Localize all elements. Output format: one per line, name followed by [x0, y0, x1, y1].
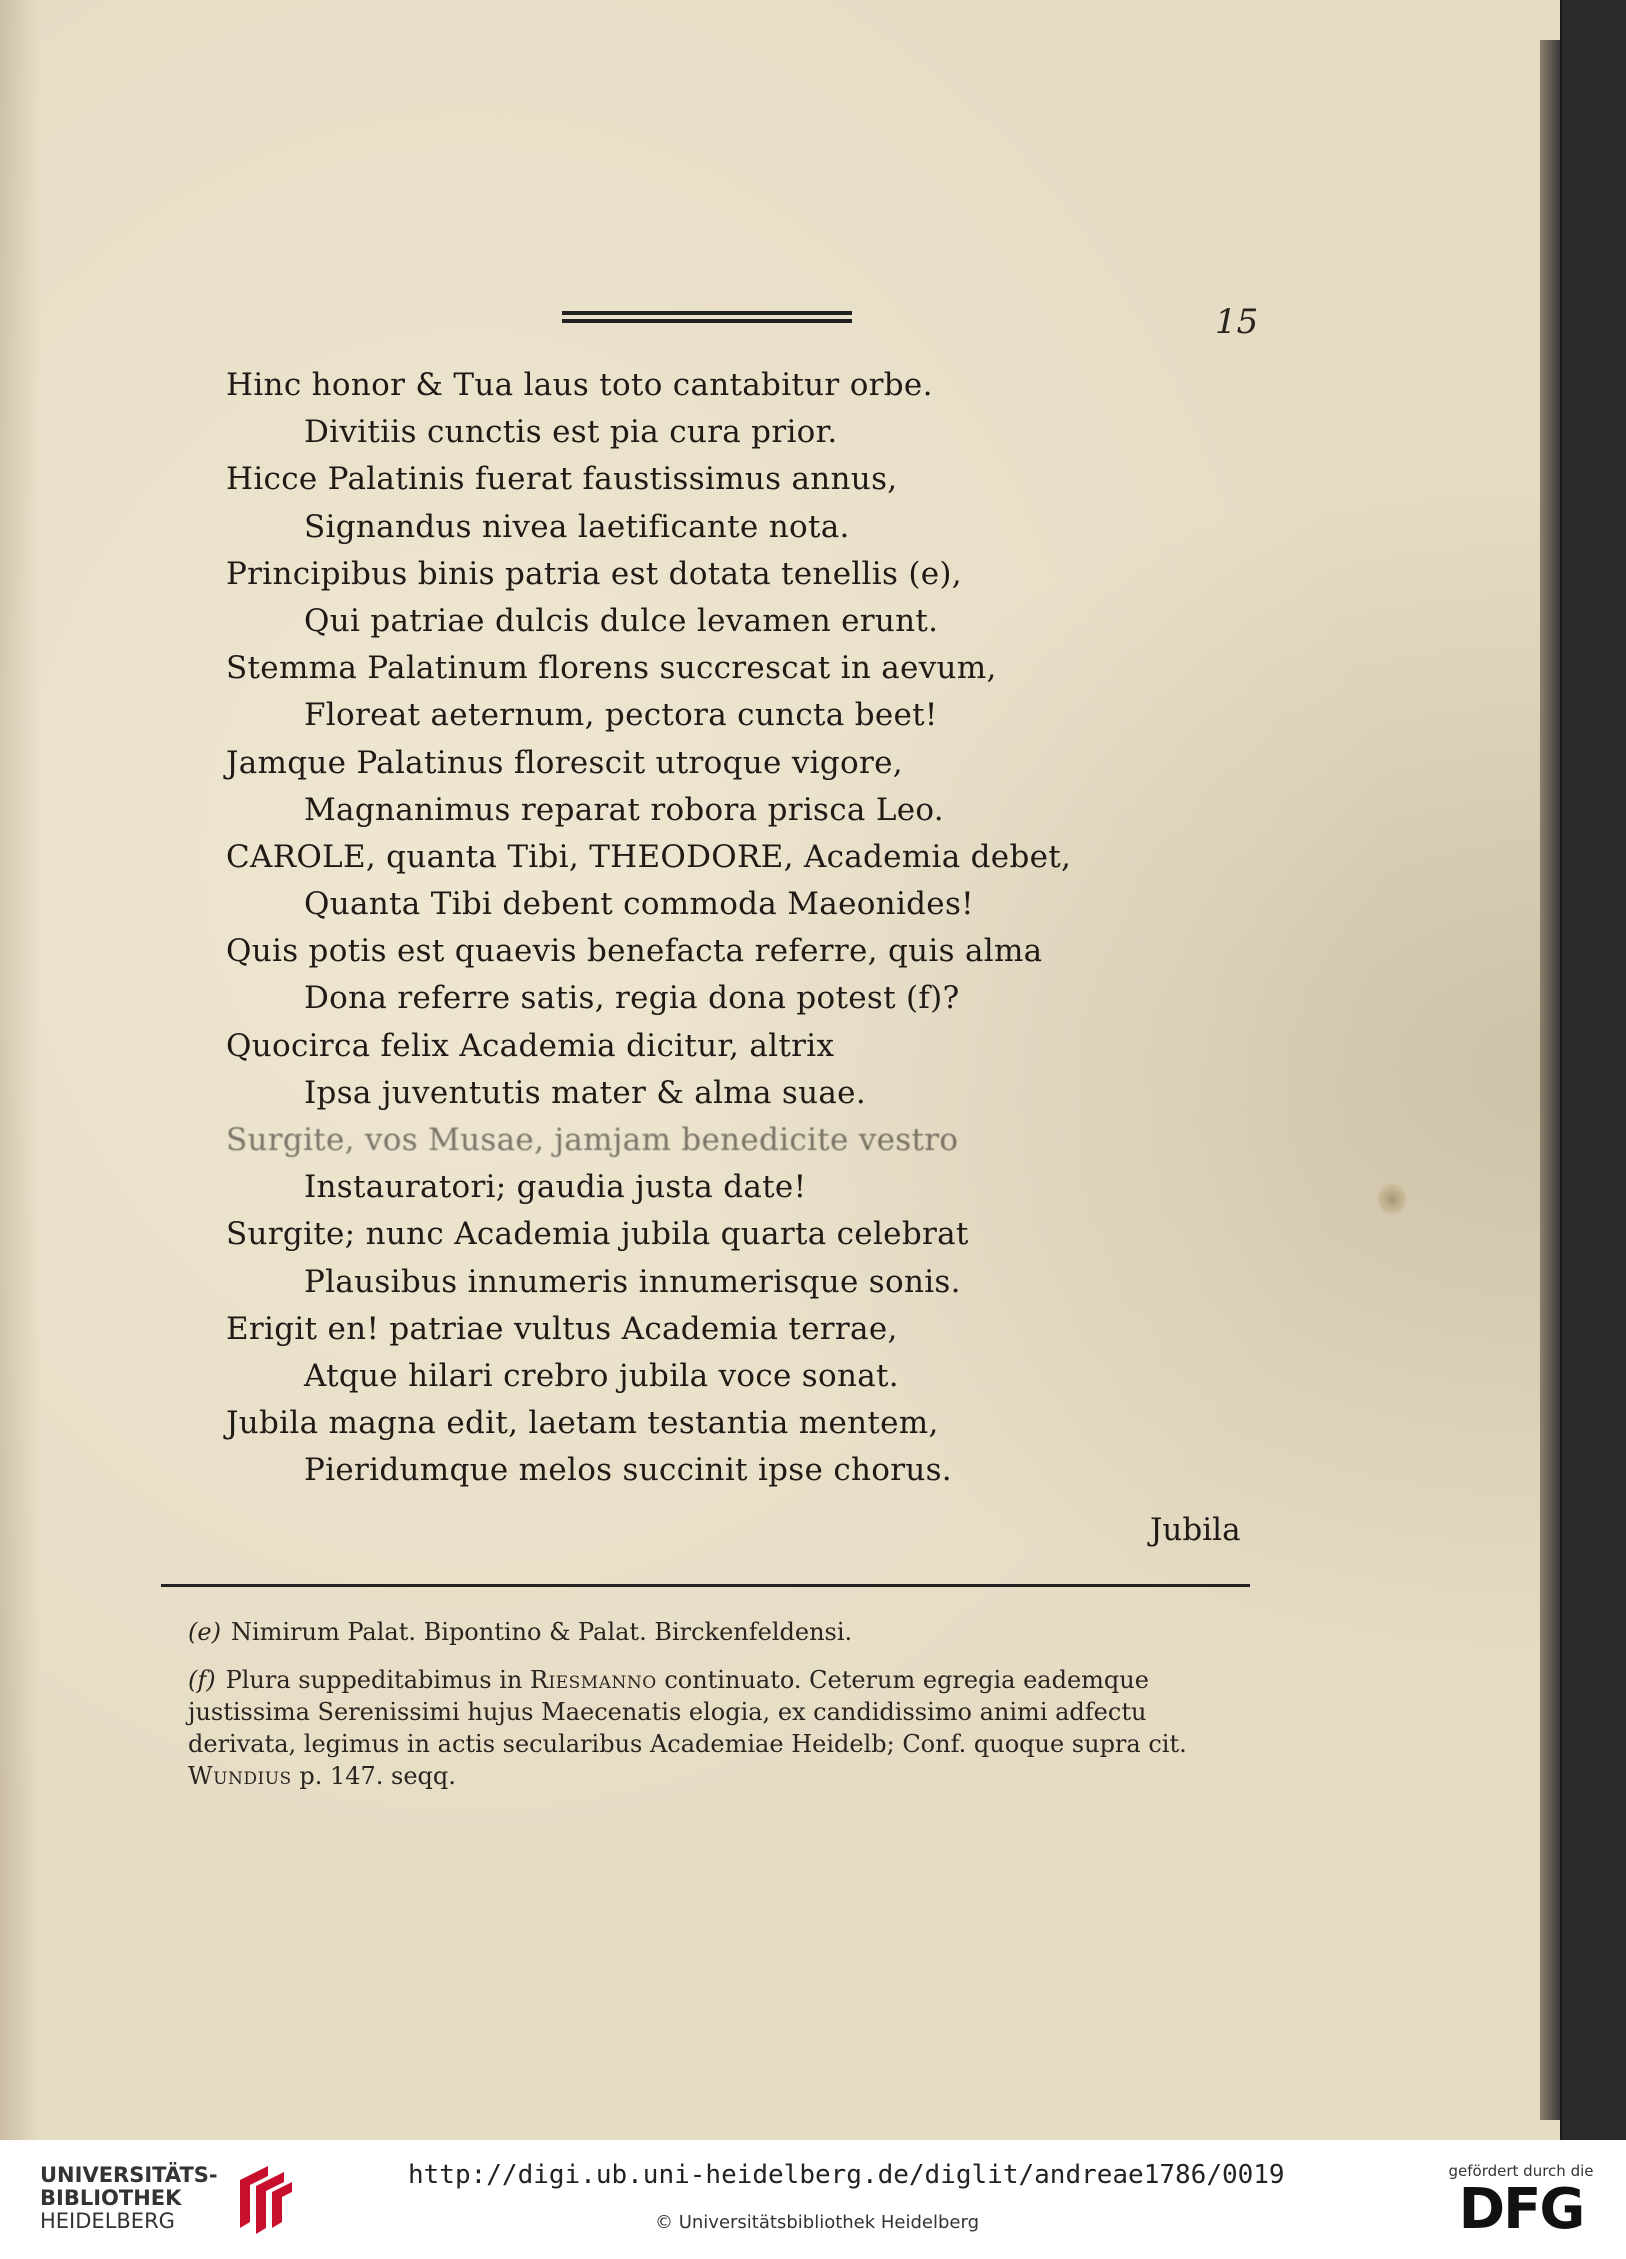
verse-line: Quanta Tibi debent commoda Maeonides!: [304, 886, 974, 923]
footnote-marker: (e): [188, 1618, 221, 1646]
footnote-text-part: Plura suppeditabimus in: [225, 1666, 530, 1694]
footnote-text: Nimirum Palat. Bipontino & Palat. Birckenfeldensi.: [230, 1618, 853, 1646]
verse-block: [226, 362, 1286, 1495]
footnote-marker: (f): [188, 1666, 216, 1694]
dfg-funding[interactable]: [1446, 2162, 1596, 2240]
verse-line: Hinc honor & Tua laus toto cantabitur orbe.: [226, 367, 933, 403]
footnote-f: [188, 1664, 1258, 1792]
library-name: [40, 2164, 218, 2233]
footnote-text-part: continuato. Ceterum egregia eademque justissima Serenissimi hujus Maecenatis elogia, ex candidissimo animi adfectu derivata, legimus in actis secularibus Academiae Heidelb; Conf. quoque supra cit.: [188, 1666, 1187, 1758]
verse-line: Jamque Palatinus florescit utroque vigore,: [226, 744, 903, 781]
verse-line: Pieridumque melos succinit ipse chorus.: [304, 1452, 952, 1489]
footnote-e: [188, 1616, 1258, 1648]
catchword: Jubila: [1150, 1512, 1241, 1548]
library-name-line: HEIDELBERG: [40, 2208, 175, 2233]
verse-line: Dona referre satis, regia dona potest (f)?: [304, 980, 960, 1017]
copyright-notice: © Universitätsbibliothek Heidelberg: [655, 2212, 980, 2233]
verse-line: Quocirca felix Academia dicitur, altrix: [226, 1027, 835, 1064]
author-name: Wundius: [188, 1762, 292, 1790]
page-edge: [1540, 40, 1560, 2120]
verse-line: Surgite, vos Musae, jamjam benedicite vestro: [226, 1122, 959, 1158]
verse-line: Hicce Palatinis fuerat faustissimus annus,: [226, 461, 898, 498]
verse-line: Magnanimus reparat robora prisca Leo.: [304, 791, 944, 828]
library-emblem-icon: [234, 2162, 296, 2234]
library-logo[interactable]: [40, 2162, 296, 2234]
library-name-line: UNIVERSITÄTS-: [40, 2162, 218, 2187]
verse-line: Qui patriae dulcis dulce levamen erunt.: [304, 602, 939, 639]
footnotes: [188, 1616, 1258, 1808]
library-name-line: BIBLIOTHEK: [40, 2185, 182, 2210]
verse-line: Signandus nivea laetificante nota.: [304, 508, 850, 545]
verse-line: Instauratori; gaudia justa date!: [304, 1169, 807, 1206]
footnote-separator: [161, 1584, 1250, 1587]
verse-line: Principibus binis patria est dotata tenellis (e),: [226, 555, 962, 592]
footnote-text-part: p. 147. seqq.: [291, 1762, 456, 1790]
verse-line: Plausibus innumeris innumerisque sonis.: [304, 1263, 961, 1300]
verse-line: Jubila magna edit, laetam testantia mentem,: [226, 1405, 939, 1442]
verse-line: Surgite; nunc Academia jubila quarta celebrat: [226, 1216, 969, 1253]
verse-line: CAROLE, quanta Tibi, THEODORE, Academia debet,: [226, 838, 1072, 875]
verse-line: Floreat aeternum, pectora cuncta beet!: [304, 697, 938, 734]
verse-line: Erigit en! patriae vultus Academia terrae,: [226, 1310, 898, 1347]
header-ornament-rule: [562, 311, 852, 323]
page-number: 15: [1215, 302, 1259, 342]
footer-bar: [0, 2140, 1626, 2259]
funding-caption: gefördert durch die: [1448, 2162, 1594, 2180]
dfg-logo-icon: DFG: [1458, 2177, 1584, 2242]
permalink-url[interactable]: http://digi.ub.uni-heidelberg.de/diglit/andreae1786/0019: [408, 2160, 1285, 2190]
author-name: Riesmanno: [529, 1666, 657, 1694]
verse-line: Stemma Palatinum florens succrescat in aevum,: [226, 650, 997, 687]
verse-line: Quis potis est quaevis benefacta referre, quis alma: [226, 933, 1043, 970]
verse-line: Atque hilari crebro jubila voce sonat.: [304, 1357, 899, 1394]
verse-line: Ipsa juventutis mater & alma suae.: [304, 1074, 866, 1111]
paper-stain: [1378, 1184, 1406, 1214]
verse-line: Divitiis cunctis est pia cura prior.: [304, 414, 838, 451]
